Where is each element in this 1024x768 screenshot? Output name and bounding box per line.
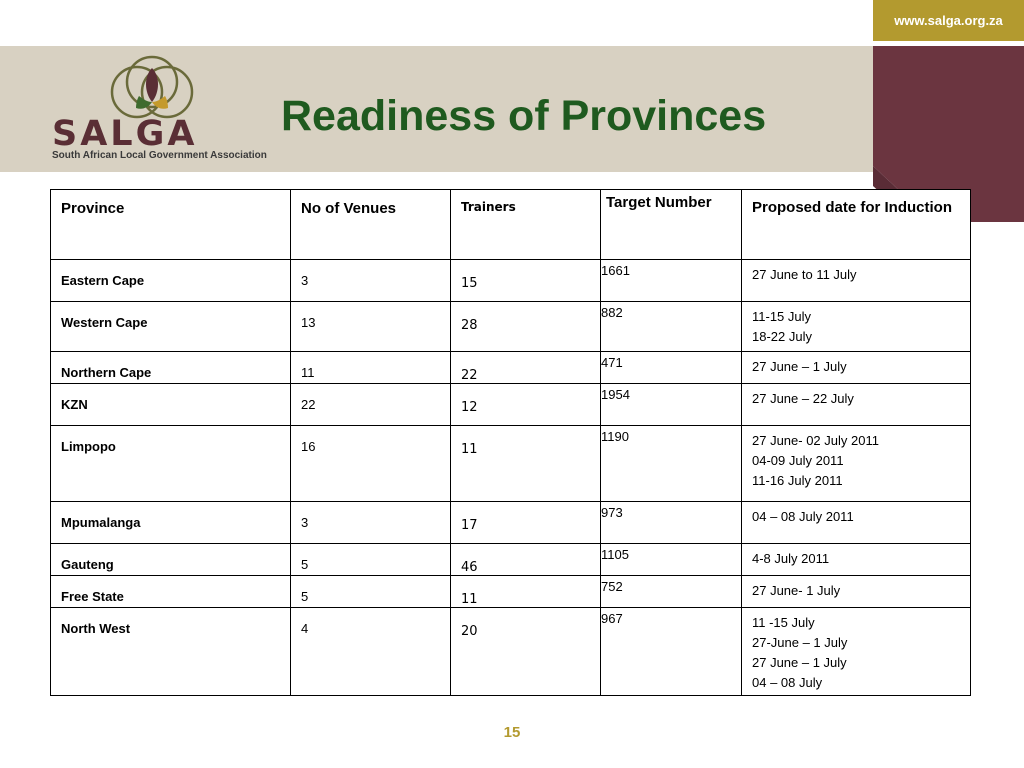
header-proposed-date: Proposed date for Induction	[742, 190, 971, 260]
cell-dates	[742, 260, 971, 302]
header-venues: No of Venues	[291, 190, 451, 260]
date-line: 27 June to 11 July	[752, 267, 857, 282]
cell-province: Western Cape	[51, 302, 291, 352]
website-url: www.salga.org.za	[894, 13, 1003, 28]
cell-province: Limpopo	[51, 426, 291, 502]
website-url-badge	[873, 0, 1024, 41]
table-row	[51, 384, 971, 426]
cell-dates	[742, 302, 971, 352]
cell-dates	[742, 502, 971, 544]
cell-target: 471	[601, 352, 742, 384]
cell-dates	[742, 544, 971, 576]
table-body	[51, 260, 971, 696]
header-province: Province	[51, 190, 291, 260]
cell-dates	[742, 352, 971, 384]
cell-trainers: 15	[451, 260, 601, 302]
date-line: 18-22 July	[752, 329, 812, 344]
table-row	[51, 302, 971, 352]
table-row	[51, 544, 971, 576]
cell-target: 1954	[601, 384, 742, 426]
cell-target: 1105	[601, 544, 742, 576]
table-header-row	[51, 190, 971, 260]
cell-venues: 13	[291, 302, 451, 352]
cell-trainers: 11	[451, 426, 601, 502]
table-row	[51, 608, 971, 696]
cell-province: Free State	[51, 576, 291, 608]
cell-dates	[742, 384, 971, 426]
date-line: 27 June – 22 July	[752, 391, 854, 406]
date-line: 27 June- 02 July 2011	[752, 433, 879, 448]
cell-target: 1661	[601, 260, 742, 302]
cell-trainers: 22	[451, 352, 601, 384]
cell-target: 752	[601, 576, 742, 608]
page-number: 15	[503, 724, 521, 741]
cell-target: 967	[601, 608, 742, 696]
cell-venues: 5	[291, 576, 451, 608]
cell-venues: 11	[291, 352, 451, 384]
date-line: 11 -15 July	[752, 615, 815, 630]
table-row	[51, 260, 971, 302]
header-target: Target Number	[601, 190, 742, 260]
cell-province: Mpumalanga	[51, 502, 291, 544]
cell-venues: 22	[291, 384, 451, 426]
cell-dates	[742, 608, 971, 696]
cell-province: KZN	[51, 384, 291, 426]
cell-trainers: 20	[451, 608, 601, 696]
cell-dates	[742, 426, 971, 502]
table-row	[51, 576, 971, 608]
cell-trainers: 12	[451, 384, 601, 426]
cell-target: 882	[601, 302, 742, 352]
cell-trainers: 17	[451, 502, 601, 544]
date-line: 27 June- 1 July	[752, 583, 841, 598]
logo-wordmark: SALGA	[52, 114, 198, 154]
cell-venues: 3	[291, 260, 451, 302]
cell-trainers: 28	[451, 302, 601, 352]
cell-dates	[742, 576, 971, 608]
cell-province: Northern Cape	[51, 352, 291, 384]
cell-venues: 3	[291, 502, 451, 544]
date-line: 4-8 July 2011	[752, 551, 830, 566]
cell-venues: 16	[291, 426, 451, 502]
date-line: 27-June – 1 July	[752, 635, 848, 650]
date-line: 04 – 08 July	[752, 675, 823, 690]
table-row	[51, 502, 971, 544]
cell-venues: 5	[291, 544, 451, 576]
table-row	[51, 352, 971, 384]
cell-province: Eastern Cape	[51, 260, 291, 302]
cell-province: North West	[51, 608, 291, 696]
cell-trainers: 11	[451, 576, 601, 608]
date-line: 04 – 08 July 2011	[752, 509, 854, 524]
table-row	[51, 426, 971, 502]
cell-target: 1190	[601, 426, 742, 502]
cell-venues: 4	[291, 608, 451, 696]
date-line: 11-16 July 2011	[752, 473, 843, 488]
logo-subtitle: South African Local Government Association	[52, 150, 267, 161]
date-line: 27 June – 1 July	[752, 359, 847, 374]
cell-trainers: 46	[451, 544, 601, 576]
date-line: 11-15 July	[752, 309, 812, 324]
date-line: 27 June – 1 July	[752, 655, 847, 670]
provinces-table	[50, 189, 971, 696]
header-trainers: Trainers	[451, 190, 601, 260]
date-line: 04-09 July 2011	[752, 453, 844, 468]
page-title: Readiness of Provinces	[281, 92, 767, 140]
cell-province: Gauteng	[51, 544, 291, 576]
cell-target: 973	[601, 502, 742, 544]
